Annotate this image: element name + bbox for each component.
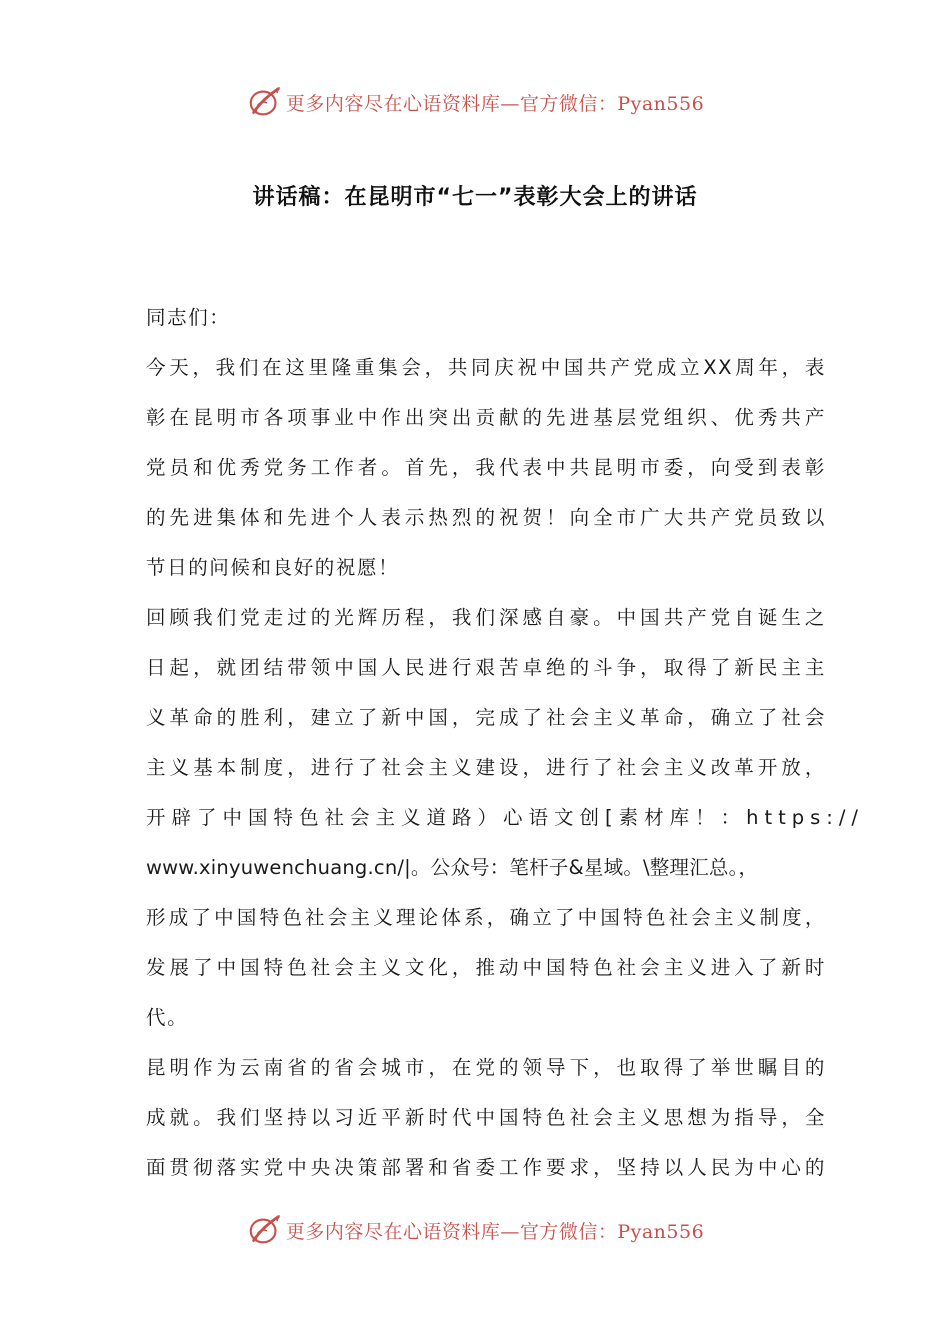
footer-watermark-banner [0, 1210, 950, 1250]
text-line: 节日的问候和良好的祝愿！ [146, 556, 400, 579]
text-line: 昆明作为云南省的省会城市，在党的领导下，也取得了举世瞩目的 [146, 1056, 826, 1079]
text-line: 代。 [146, 1006, 189, 1029]
text-line: 发展了中国特色社会主义文化，推动中国特色社会主义进入了新时 [146, 956, 826, 979]
text-line: 开辟了中国特色社会主义道路）心语文创[素材库！：https:// [146, 806, 865, 829]
speech-body [146, 293, 865, 1193]
text-line: 义革命的胜利，建立了新中国，完成了社会主义革命，确立了社会 [146, 706, 826, 729]
text-line: 的先进集体和先进个人表示热烈的祝贺！向全市广大共产党员致以 [146, 506, 826, 529]
page-title: 讲话稿：在昆明市“七一”表彰大会上的讲话 [252, 185, 698, 210]
text-line: 形成了中国特色社会主义理论体系，确立了中国特色社会主义制度， [146, 906, 826, 929]
text-line: 今天，我们在这里隆重集会，共同庆祝中国共产党成立XX周年，表 [146, 356, 826, 379]
text-line: 彰在昆明市各项事业中作出突出贡献的先进基层党组织、优秀共产 [146, 406, 826, 429]
text-line: 主义基本制度，进行了社会主义建设，进行了社会主义改革开放， [146, 756, 826, 779]
watermark-text: 更多内容尽在心语资料库—官方微信：Pyan556 [285, 1220, 705, 1243]
text-line: www.xinyuwenchuang.cn/|。公众号：笔杆子&星域。\整理汇总。， [146, 856, 759, 879]
text-line: 成就。我们坚持以习近平新时代中国特色社会主义思想为指导，全 [146, 1106, 826, 1129]
text-line: 日起，就团结带领中国人民进行艰苦卓绝的斗争，取得了新民主主 [146, 656, 826, 679]
watermark-text: 更多内容尽在心语资料库—官方微信：Pyan556 [285, 92, 705, 115]
text-line: 回顾我们党走过的光辉历程，我们深感自豪。中国共产党自诞生之 [146, 606, 826, 629]
pen-logo-icon [246, 83, 284, 121]
text-line: 党员和优秀党务工作者。首先，我代表中共昆明市委，向受到表彰 [146, 456, 826, 479]
text-line: 面贯彻落实党中央决策部署和省委工作要求，坚持以人民为中心的 [146, 1156, 826, 1179]
header-watermark-banner [0, 82, 950, 122]
pen-logo-icon [246, 1211, 284, 1249]
text-line: 同志们： [146, 306, 231, 329]
